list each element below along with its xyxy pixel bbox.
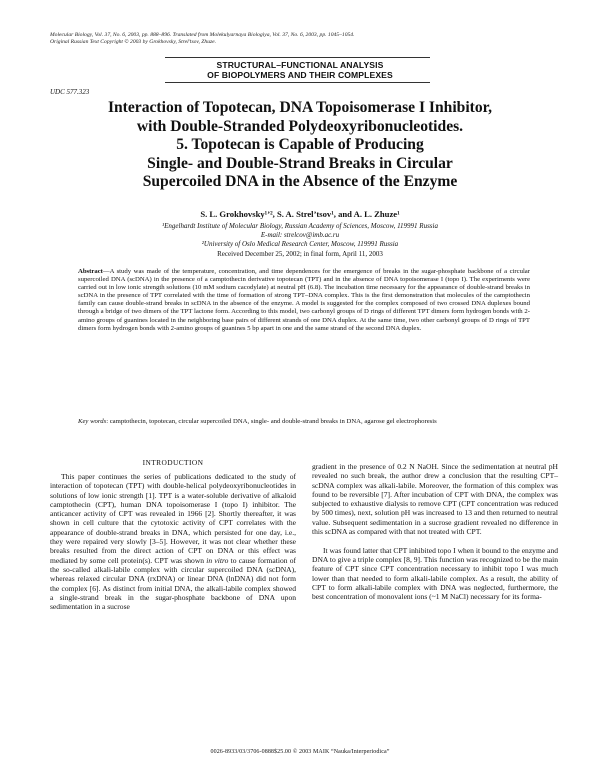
page-footer: 0026-8933/03/3706-0888$25.00 © 2003 MAIK “Nauka/Interperiodica”	[210, 749, 390, 755]
section-heading-line2: OF BIOPOLYMERS AND THEIR COMPLEXES	[207, 70, 393, 80]
intro-p1-italic: in vitro	[206, 555, 229, 565]
received-dates: Received December 25, 2002; in final form, April 11, 2003	[217, 249, 383, 258]
affiliation-2: ²University of Oslo Medical Research Center, Moscow, 119991 Russia	[201, 240, 399, 249]
keywords	[78, 418, 530, 426]
introduction-heading: INTRODUCTION	[142, 458, 204, 467]
section-heading	[30, 60, 570, 80]
email-line: E-mail: strelcov@imb.ac.ru	[260, 231, 340, 240]
intro-paragraph-1	[50, 472, 296, 611]
title-line1: Interaction of Topotecan, DNA Topoisomerase I Inhibitor,	[107, 99, 493, 116]
intro-p1-rest: to cause formation of the so-called alkali-labile complex with circular supercoiled DNA (scDNA), whereas relaxed circular DNA (rxDNA) or linear DNA (lnDNA) did not form the complex [6]. As distinct from initial DNA, the alkali-labile complex showed a single-strand break in the sugar-phosphate backbone of DNA upon sedimentation in a sucrose	[50, 555, 297, 612]
left-column	[50, 472, 296, 611]
journal-header	[50, 32, 560, 46]
citation-line: Molecular Biology, Vol. 37, No. 6, 2003, pp. 888–896. Translated from Molekulyarnaya Biologiya, Vol. 37, No. 6, 2003, pp. 1045–1054.	[50, 32, 355, 38]
affiliations	[40, 222, 560, 259]
intro-p1-text: This paper continues the series of publications dedicated to the study of interaction of topotecan (TPT) with double-helical polydeoxyribonucleotides in solutions of low ionic strength [1]. TPT is a water-soluble derivative of alkaloid camptothecin (CPT), human DNA topoisomerase I (topo I) inhibitor. The anticancer activity of CPT was revealed in 1966 [2]. Shortly thereafter, it was shown in cell culture that the cytotoxic activity of CPT correlates with the appearance of double-strand breaks in DNA, which persisted for one day, i.e., they were repaired very slowly [3–5]. However, it was not clear whether these breaks resulted from the direct action of CPT on DNA or this effect was mediated by some cell protein(s). CPT was shown	[50, 472, 296, 565]
author-list: S. L. Grokhovsky¹ʼ², S. A. Strel’tsov¹, and A. L. Zhuze¹	[200, 209, 400, 219]
title-line3: 5. Topotecan is Capable of Producing	[176, 136, 424, 154]
article-title	[40, 99, 560, 192]
affiliation-1: ¹Engelhardt Institute of Molecular Biology, Russian Academy of Sciences, Moscow, 119991 Russia	[162, 222, 438, 230]
keywords-label: Key words	[78, 418, 107, 425]
udc-code: UDC 577.323	[50, 88, 90, 96]
abstract-text: —A study was made of the temperature, concentration, and time dependences for the emergence of breaks in the sugar-phosphate backbone of a circular supercoiled DNA (scDNA) in the presence of a camptothecin derivative topotecan (TPT) and in the absence of DNA topoisomerase I (topo I). The experiments were carried out in low ionic strength solutions (10 mM sodium cacodylate) at neutral pH (6.8). The incubation time necessary for the appearance of double-strand breaks in scDNA in the presence of TPT correlated with the time of formation of strong TPT–DNA complex. This is the first demonstration that molecules of the camptothecin family can cause double-strand breaks in scDNA in the absence of the enzyme. A model is suggested for the complex composed of two crossed DNA duplexes bound through a bridge of two dimers of the TPT lactone form. According to this model, two carbonyl groups of D rings of different TPT dimers form hydrogen bonds with 2-amino groups of guanines located in the neighboring base pairs of different strands of one DNA duplex. At the same time, two other carbonyl groups of D rings of TPT dimers form hydrogen bonds with 2-amino groups of guanines 5 bp apart in one and the same strand of the second DNA duplex.	[78, 268, 530, 332]
section-rule-bottom	[165, 82, 430, 83]
copyright-line: Original Russian Text Copyright © 2003 by Grokhovsky, Strel’tsov, Zhuze.	[50, 39, 217, 45]
title-line2: with Double-Stranded Polydeoxyribonucleotides.	[136, 117, 464, 135]
intro-paragraph-2: It was found latter that CPT inhibited topo I when it bound to the enzyme and DNA to give a triple complex [8, 9]. This function was recognized to be the main feature of CPT since CPT concentration necessary to inhibit topo I was much lower than that needed to form alkali-labile complex. As a result, the ability of CPT to form alkali-labile complex with DNA was neglected, furthermore, the best concentration of monovalent ions (~1 M NaCl) necessary for its forma-	[312, 545, 558, 602]
abstract	[78, 268, 530, 333]
keywords-text: : camptothecin, topotecan, circular supercoiled DNA, single- and double-strand breaks in DNA, agarose gel electrophoresis	[106, 418, 437, 425]
intro-paragraph-continued: gradient in the presence of 0.2 N NaOH. Since the sedimentation at neutral pH revealed no such break, the author drew a conclusion that the resulting CPT–scDNA complex was alkali-labile. Moreover, the formation of this complex was found to be reversible [7]. After incubation of CPT with DNA, the complex was subjected to exhaustive dialysis to remove CPT (CPT concentration was reduced by 500 times), next, solution pH was increased to 13 and then returned to neutral value. Subsequent sedimentation in a sucrose gradient revealed no difference in this scDNA as compared with that not treated with CPT.	[312, 462, 558, 537]
title-line4: Single- and Double-Strand Breaks in Circular	[147, 154, 453, 172]
section-rule-top	[165, 57, 430, 58]
section-heading-line1: STRUCTURAL–FUNCTIONAL ANALYSIS	[216, 60, 384, 70]
title-line5: Supercoiled DNA in the Absence of the Enzyme	[142, 173, 458, 191]
abstract-label: Abstract	[78, 268, 103, 275]
right-column	[312, 462, 558, 601]
